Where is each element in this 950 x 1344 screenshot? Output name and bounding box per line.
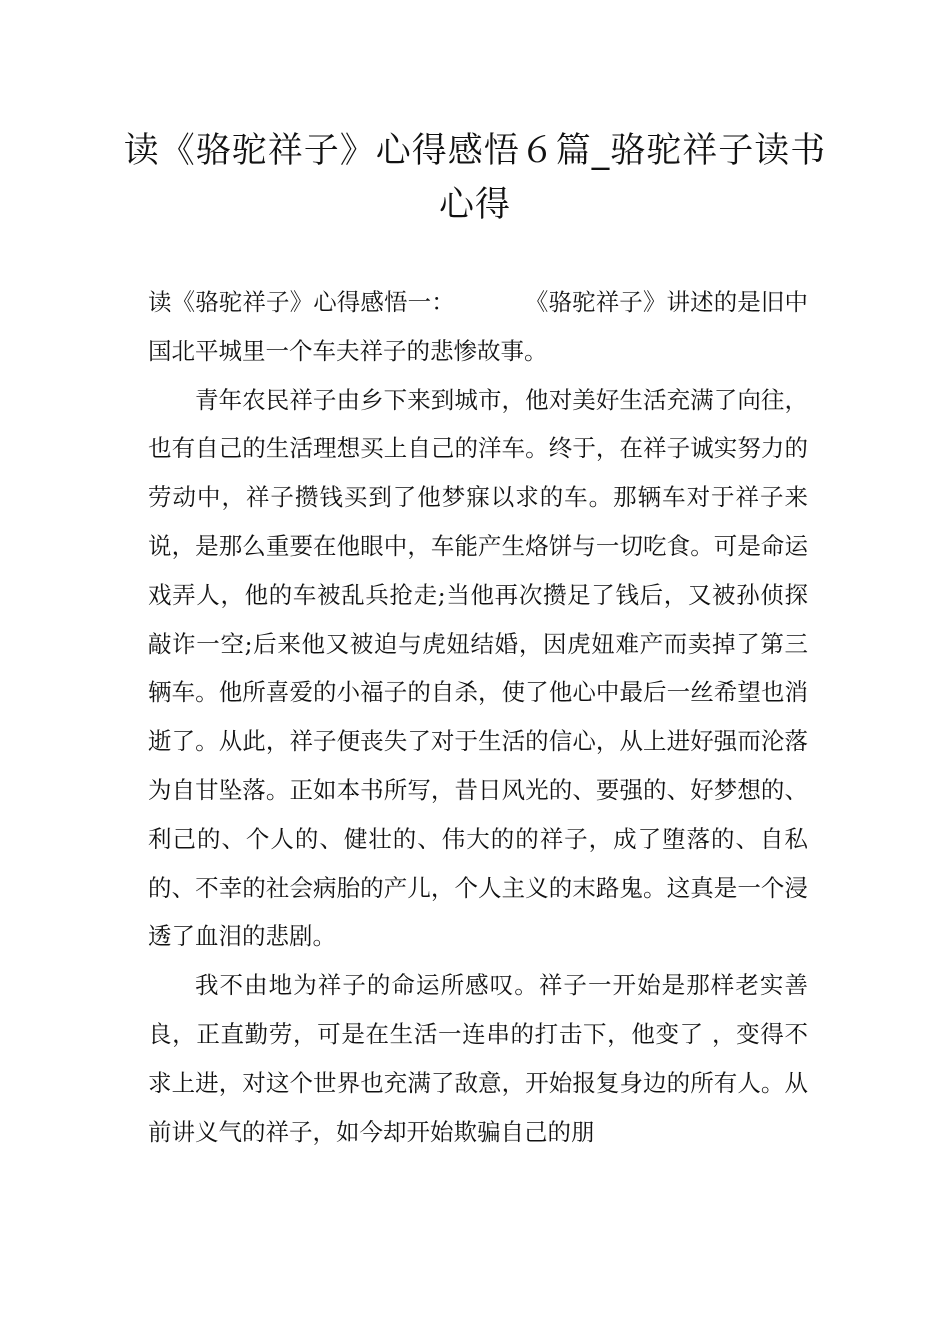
document-body: [148, 278, 808, 1156]
intro-paragraph: [148, 278, 808, 376]
intro-text: 《骆驼祥子》讲述的是旧中国北平城里一个车夫祥子的悲惨故事。: [148, 288, 809, 365]
body-paragraph-2: 我不由地为祥子的命运所感叹。祥子一开始是那样老实善良，正直勤劳，可是在生活一连串的打击下，他变了 ，变得不求上进，对这个世界也充满了敌意，开始报复身边的所有人。从前讲义气的祥子，如今却开始欺骗自己的朋: [148, 971, 808, 1146]
body-paragraph-1: 青年农民祥子由乡下来到城市，他对美好生活充满了向往，也有自己的生活理想买上自己的洋车。终于，在祥子诚实努力的劳动中，祥子攒钱买到了他梦寐以求的车。那辆车对于祥子来说，是那么重要在他眼中，车能产生烙饼与一切吃食。可是命运戏弄人，他的车被乱兵抢走;当他再次攒足了钱后，又被孙侦探敲诈一空;后来他又被迫与虎妞结婚，因虎妞难产而卖掉了第三辆车。他所喜爱的小福子的自杀，使了他心中最后一丝希望也消逝了。从此，祥子便丧失了对于生活的信心，从上进好强而沦落为自甘坠落。正如本书所写，昔日风光的、要强的、好梦想的、利己的、个人的、健壮的、伟大的的祥子，成了堕落的、自私的、不幸的社会病胎的产儿，个人主义的末路鬼。这真是一个浸透了血泪的悲剧。: [148, 385, 808, 951]
intro-label: 读《骆驼祥子》心得感悟一：: [148, 288, 455, 316]
document-title: 读《骆驼祥子》心得感悟６篇_骆驼祥子读书心得: [123, 131, 827, 225]
